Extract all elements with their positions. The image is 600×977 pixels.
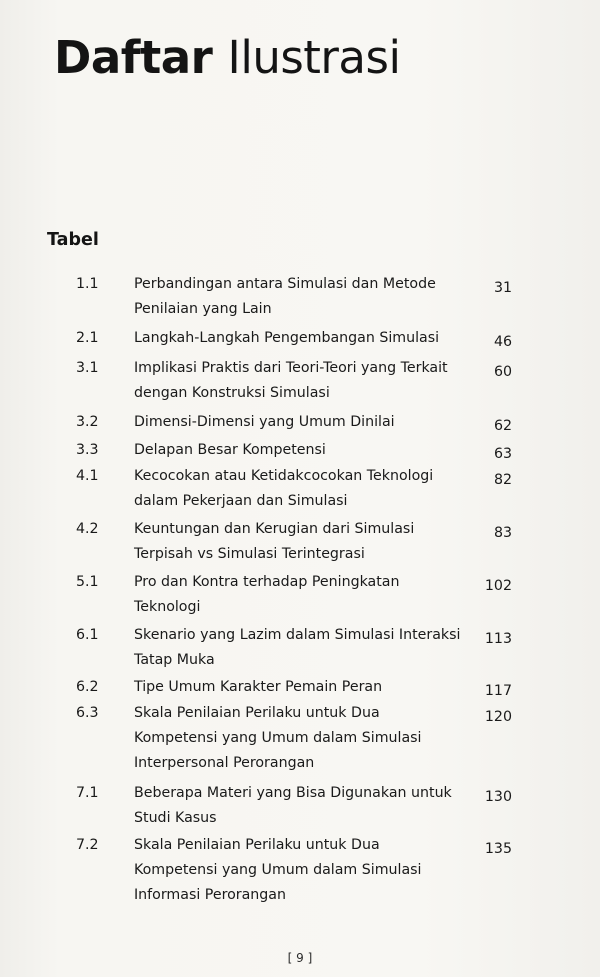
page-title [54,28,400,88]
entry-title-line: Kompetensi yang Umum dalam Simulasi [134,730,422,746]
entry-title-line: Informasi Perorangan [134,887,286,903]
entry-title [134,410,454,435]
entry-title [134,833,454,908]
entry-page-number: 113 [484,631,512,647]
entry-page-number: 102 [484,578,512,594]
entry-number: 3.1 [76,360,99,376]
entry-title-line: Dimensi-Dimensi yang Umum Dinilai [134,414,395,430]
entry-title-line: Perbandingan antara Simulasi dan Metode [134,276,436,292]
entry-title [134,675,454,700]
entry-page-number: 63 [493,446,512,462]
page-title-bold: Daftar [54,31,213,84]
entry-title-line: Beberapa Materi yang Bisa Digunakan untuk [134,785,452,801]
entry-title-line: Implikasi Praktis dari Teori-Teori yang Terkait [134,360,448,376]
entry-title [134,570,454,620]
entry-page-number: 46 [493,334,512,350]
entry-page-number: 31 [493,280,512,296]
entry-title [134,781,454,831]
entry-title-line: Penilaian yang Lain [134,301,272,317]
entry-number: 6.1 [76,627,99,643]
entry-title-line: dalam Pekerjaan dan Simulasi [134,493,348,509]
entry-page-number: 120 [484,709,512,725]
entry-title [134,272,454,322]
entry-number: 4.2 [76,521,99,537]
entry-title-line: Terpisah vs Simulasi Terintegrasi [134,546,365,562]
entry-title-line: Kecocokan atau Ketidakcocokan Teknologi [134,468,434,484]
page-number: [ 9 ] [287,951,313,965]
entry-title-line: Teknologi [134,599,201,615]
entry-number: 7.1 [76,785,99,801]
entry-title-line: Skenario yang Lazim dalam Simulasi Interaksi [134,627,461,643]
entry-number: 3.2 [76,414,99,430]
entry-title-line: Tatap Muka [134,652,215,668]
page-title-light: Ilustrasi [227,31,401,84]
entry-title [134,356,454,406]
entry-title-line: Interpersonal Perorangan [134,755,315,771]
entry-title-line: Kompetensi yang Umum dalam Simulasi [134,862,422,878]
entry-number: 6.3 [76,705,99,721]
entry-page-number: 135 [484,841,512,857]
section-heading-tabel: Tabel [47,230,99,250]
entry-number: 1.1 [76,276,99,292]
entry-title-line: Skala Penilaian Perilaku untuk Dua [134,705,380,721]
entry-title [134,623,461,673]
entry-page-number: 62 [493,418,512,434]
entry-number: 2.1 [76,330,99,346]
entry-title [134,438,454,463]
entry-title-line: Pro dan Kontra terhadap Peningkatan [134,574,400,590]
entry-page-number: 117 [484,683,512,699]
entry-number: 7.2 [76,837,99,853]
entry-title [134,517,454,567]
entry-number: 3.3 [76,442,99,458]
entry-title-line: Studi Kasus [134,810,217,826]
entry-title-line: Langkah-Langkah Pengembangan Simulasi [134,330,440,346]
entry-number: 4.1 [76,468,99,484]
entry-page-number: 130 [484,789,512,805]
entry-page-number: 82 [493,472,512,488]
entry-page-number: 83 [493,525,512,541]
entry-title-line: Skala Penilaian Perilaku untuk Dua [134,837,380,853]
entry-title-line: Keuntungan dan Kerugian dari Simulasi [134,521,415,537]
entry-title-line: dengan Konstruksi Simulasi [134,385,330,401]
entry-title [134,464,454,514]
entry-number: 6.2 [76,679,99,695]
entry-title [134,701,454,776]
entry-title-line: Delapan Besar Kompetensi [134,442,326,458]
entry-title-line: Tipe Umum Karakter Pemain Peran [134,679,383,695]
entry-page-number: 60 [493,364,512,380]
entry-number: 5.1 [76,574,99,590]
entry-title [134,326,454,351]
